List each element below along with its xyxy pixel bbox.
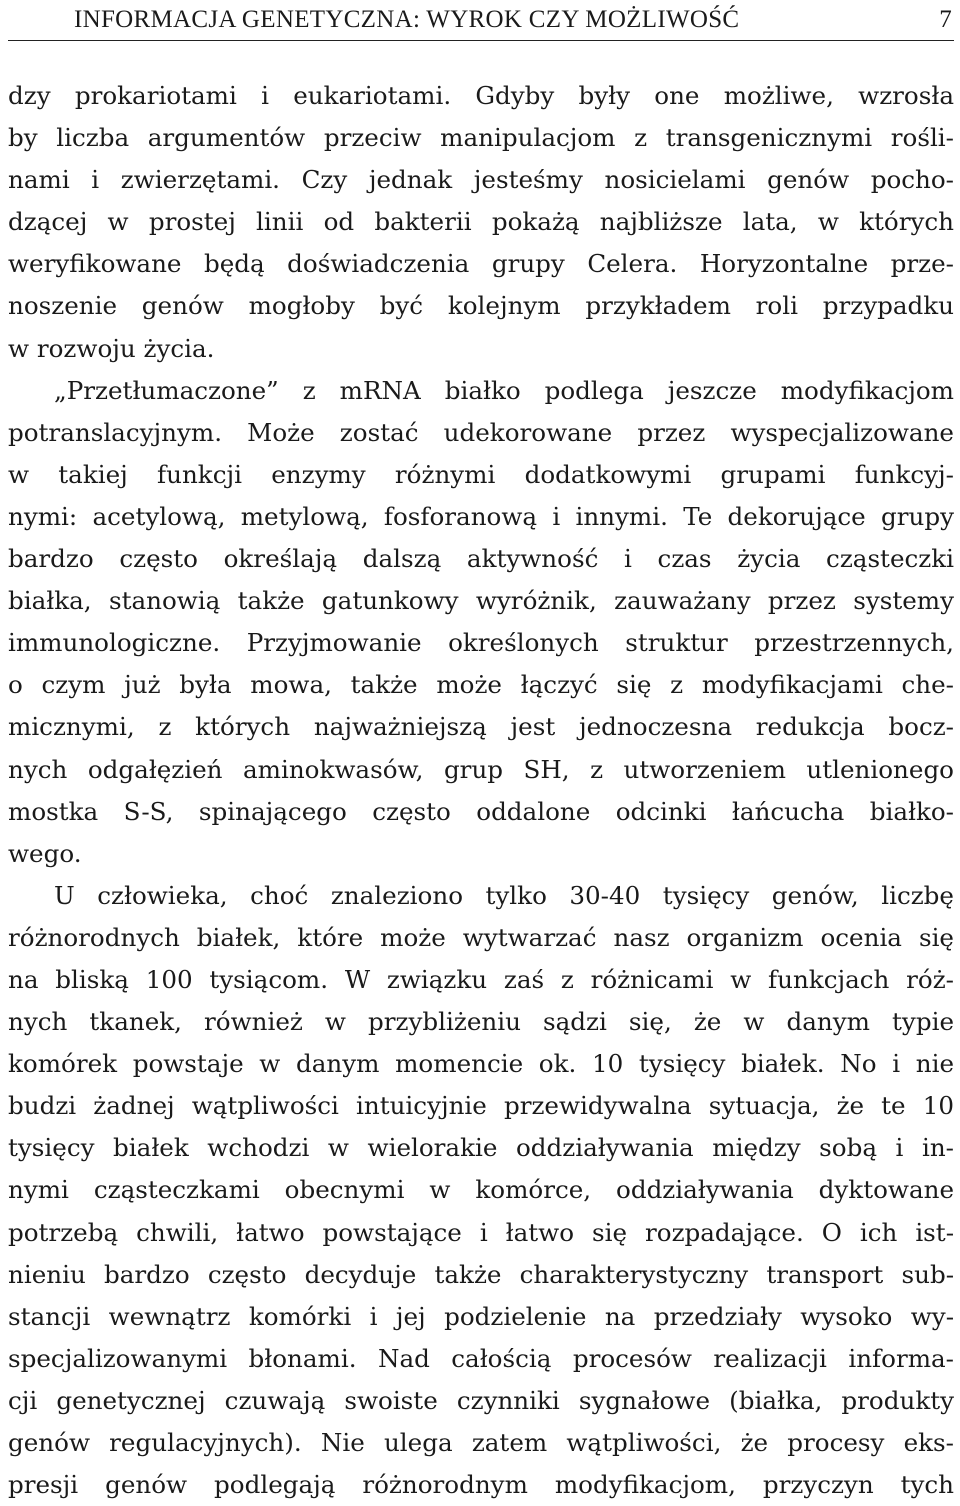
text-line: nych odgałęzień aminokwasów, grup SH, z utworzeniem utlenionego <box>8 754 954 784</box>
text-line: w rozwoju życia. <box>8 333 215 363</box>
text-line: bardzo często określają dalszą aktywność i czas życia cząsteczki <box>8 544 954 574</box>
text-line: komórek powstaje w danym momencie ok. 10 tysięcy białek. No i nie <box>8 1049 954 1079</box>
text-line: genów regulacyjnych). Nie ulega zatem wątpliwości, że procesy eks- <box>8 1428 954 1457</box>
text-line: nymi cząsteczkami obecnymi w komórce, oddziaływania dyktowane <box>8 1175 954 1205</box>
text-line: różnorodnych białek, które może wytwarzać nasz organizm ocenia się <box>8 922 954 952</box>
text-line: w takiej funkcji enzymy różnymi dodatkowymi grupami funkcyj- <box>8 459 954 489</box>
text-line: U człowieka, choć znaleziono tylko 30-40 tysięcy genów, liczbę <box>54 880 954 910</box>
text-line: „Przetłumaczone” z mRNA białko podlega jeszcze modyfikacjom <box>54 375 954 405</box>
text-line: o czym już była mowa, także może łączyć się z modyfikacjami che- <box>8 670 954 700</box>
page-number: 7 <box>939 6 952 33</box>
text-line: micznymi, z których najważniejszą jest jednoczesna redukcja bocz- <box>8 712 954 742</box>
text-line: noszenie genów mogłoby być kolejnym przykładem roli przypadku <box>8 291 954 321</box>
text-line: nami i zwierzętami. Czy jednak jesteśmy nosicielami genów pocho- <box>8 165 954 195</box>
text-line: budzi żadnej wątpliwości intuicyjnie przewidywalna sytuacja, że te 10 <box>8 1091 954 1121</box>
text-line: tysięcy białek wchodzi w wielorakie oddziaływania między sobą i in- <box>8 1133 954 1163</box>
text-line: nymi: acetylową, metylową, fosforanową i innymi. Te dekorujące grupy <box>8 501 954 531</box>
running-header <box>8 0 954 41</box>
text-line: białka, stanowią także gatunkowy wyróżnik, zauważany przez systemy <box>8 586 954 616</box>
book-page <box>8 0 954 1500</box>
text-line: immunologiczne. Przyjmowanie określonych struktur przestrzennych, <box>8 628 954 658</box>
body-text <box>8 75 954 1506</box>
text-line: dzy prokariotami i eukariotami. Gdyby były one możliwe, wzrosła <box>8 81 954 110</box>
text-line: weryfikowane będą doświadczenia grupy Celera. Horyzontalne prze- <box>8 249 954 279</box>
text-line: potrzebą chwili, łatwo powstające i łatwo się rozpadające. O ich ist- <box>8 1217 954 1247</box>
text-line: na bliską 100 tysiącom. W związku zaś z różnicami w funkcjach róż- <box>8 964 954 994</box>
text-line: potranslacyjnym. Może zostać udekorowane przez wyspecjalizowane <box>8 417 954 447</box>
text-line: mostka S-S, spinającego często oddalone odcinki łańcucha białko- <box>8 796 954 826</box>
text-line: dzącej w prostej linii od bakterii pokażą najbliższe lata, w których <box>8 207 954 237</box>
chapter-title: INFORMACJA GENETYCZNA: WYROK CZY MOŻLIWOŚĆ <box>74 6 740 33</box>
text-line: cji genetycznej czuwają swoiste czynniki sygnałowe (białka, produkty <box>8 1385 954 1415</box>
text-line: specjalizowanymi błonami. Nad całością procesów realizacji informa- <box>8 1343 954 1373</box>
text-line: nieniu bardzo często decyduje także charakterystyczny transport sub- <box>8 1259 954 1289</box>
text-line: nych tkanek, również w przybliżeniu sądzi się, że w danym typie <box>8 1007 954 1037</box>
text-line: stancji wewnątrz komórki i jej podzielenie na przedziały wysoko wy- <box>8 1301 954 1331</box>
text-line: by liczba argumentów przeciw manipulacjom z transgenicznymi rośli- <box>8 123 954 153</box>
text-line: wego. <box>8 838 82 868</box>
text-line: presji genów podlegają różnorodnym modyfikacjom, przyczyn tych <box>8 1470 954 1500</box>
